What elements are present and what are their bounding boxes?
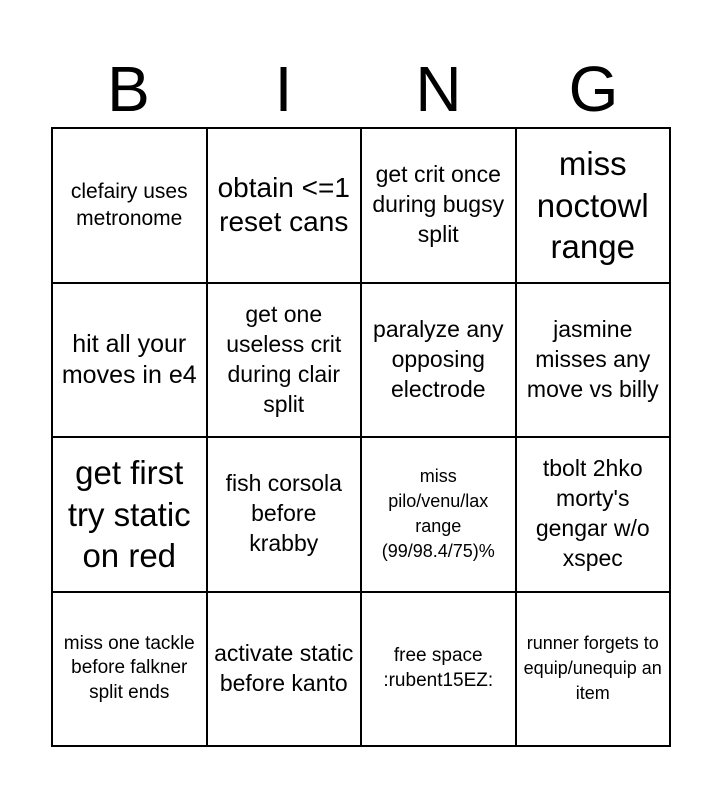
- bingo-cell-text: paralyze any opposing electrode: [373, 315, 504, 402]
- bingo-cell-text: clefairy uses metronome: [70, 179, 188, 231]
- bingo-cell-text: tbolt 2hko morty's gengar w/o xspec: [535, 455, 650, 572]
- bingo-cell-r2c3[interactable]: [362, 284, 517, 439]
- header-letter-i: I: [274, 53, 293, 125]
- bingo-cell-r2c1[interactable]: [53, 284, 208, 439]
- bingo-cell-text: obtain <=1 reset cans: [217, 172, 350, 238]
- bingo-cell-text: runner forgets to equip/unequip an item: [523, 632, 662, 704]
- bingo-cell-r2c4[interactable]: [517, 284, 672, 439]
- bingo-cell-r3c4[interactable]: [517, 438, 672, 593]
- bingo-cell-r4c2[interactable]: [208, 593, 363, 748]
- bingo-cell-r1c3[interactable]: [362, 129, 517, 284]
- bingo-cell-free-space[interactable]: [362, 593, 517, 748]
- bingo-cell-r3c3[interactable]: [362, 438, 517, 593]
- bingo-cell-r2c2[interactable]: [208, 284, 363, 439]
- bingo-header: [51, 50, 671, 128]
- header-letter-g: G: [568, 53, 619, 125]
- bingo-cell-text: jasmine misses any move vs billy: [526, 315, 659, 402]
- bingo-cell-text: miss one tackle before falkner split ends: [63, 632, 195, 704]
- bingo-cell-r1c2[interactable]: [208, 129, 363, 284]
- bingo-cell-r3c1[interactable]: [53, 438, 208, 593]
- bingo-cell-text: fish corsola before krabby: [225, 470, 342, 557]
- bingo-cell-text: miss noctowl range: [536, 145, 649, 265]
- header-letter-b: B: [107, 53, 150, 125]
- bingo-cell-text: activate static before kanto: [214, 639, 354, 696]
- bingo-cell-r4c1[interactable]: [53, 593, 208, 748]
- bingo-cell-text: free space :rubent15EZ:: [383, 645, 494, 691]
- bingo-cell-r4c4[interactable]: [517, 593, 672, 748]
- bingo-cell-text: hit all your moves in e4: [61, 330, 197, 389]
- bingo-cell-r1c4[interactable]: [517, 129, 672, 284]
- bingo-cell-text: get one useless crit during clair split: [226, 300, 342, 417]
- header-letter-n: N: [415, 53, 462, 125]
- bingo-cell-r1c1[interactable]: [53, 129, 208, 284]
- bingo-board: [51, 127, 671, 747]
- bingo-cell-r3c2[interactable]: [208, 438, 363, 593]
- bingo-cell-text: miss pilo/venu/lax range (99/98.4/75)%: [381, 465, 495, 562]
- bingo-cell-text: get first try static on red: [67, 454, 191, 574]
- bingo-cell-text: get crit once during bugsy split: [372, 161, 505, 248]
